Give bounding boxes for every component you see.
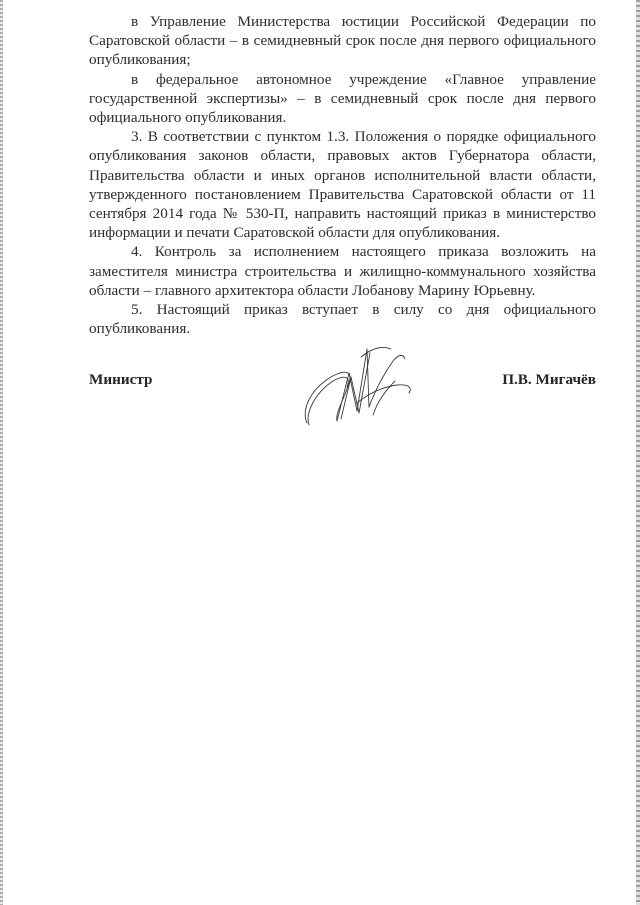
scan-edge-right [636, 0, 640, 905]
paragraph-clause-3: 3. В соответствии с пунктом 1.3. Положения о порядке официального опубликования законов области, правовых актов Губернатора области, Правительства области и иных органов исполнительной власти области, утвержденного постановлением Правительства Саратовской области от 11 сентября 2014 года № 530-П, направить настоящий приказ в министерство информации и печати Саратовской области для опубликования. [89, 128, 596, 242]
paragraph-clause-4: 4. Контроль за исполнением настоящего приказа возложить на заместителя министра строительства и жилищно-коммунального хозяйства области – главного архитектора области Лобанову Марину Юрьевну. [89, 243, 596, 299]
scan-edge-left [0, 0, 3, 905]
signature-block [89, 368, 596, 398]
paragraph-clause-5: 5. Настоящий приказ вступает в силу со дня официального опубликования. [89, 301, 596, 338]
document-body [89, 12, 596, 338]
paragraph-ministry-justice: в Управление Министерства юстиции Российской Федерации по Саратовской области – в семидневный срок после дня первого официального опубликования; [89, 13, 596, 69]
signer-title: Министр [89, 371, 153, 388]
signer-name: П.В. Мигачёв [502, 371, 596, 388]
paragraph-state-expertise: в федеральное автономное учреждение «Главное управление государственной экспертизы» – в семидневный срок после дня первого официального опубликования. [89, 70, 596, 127]
